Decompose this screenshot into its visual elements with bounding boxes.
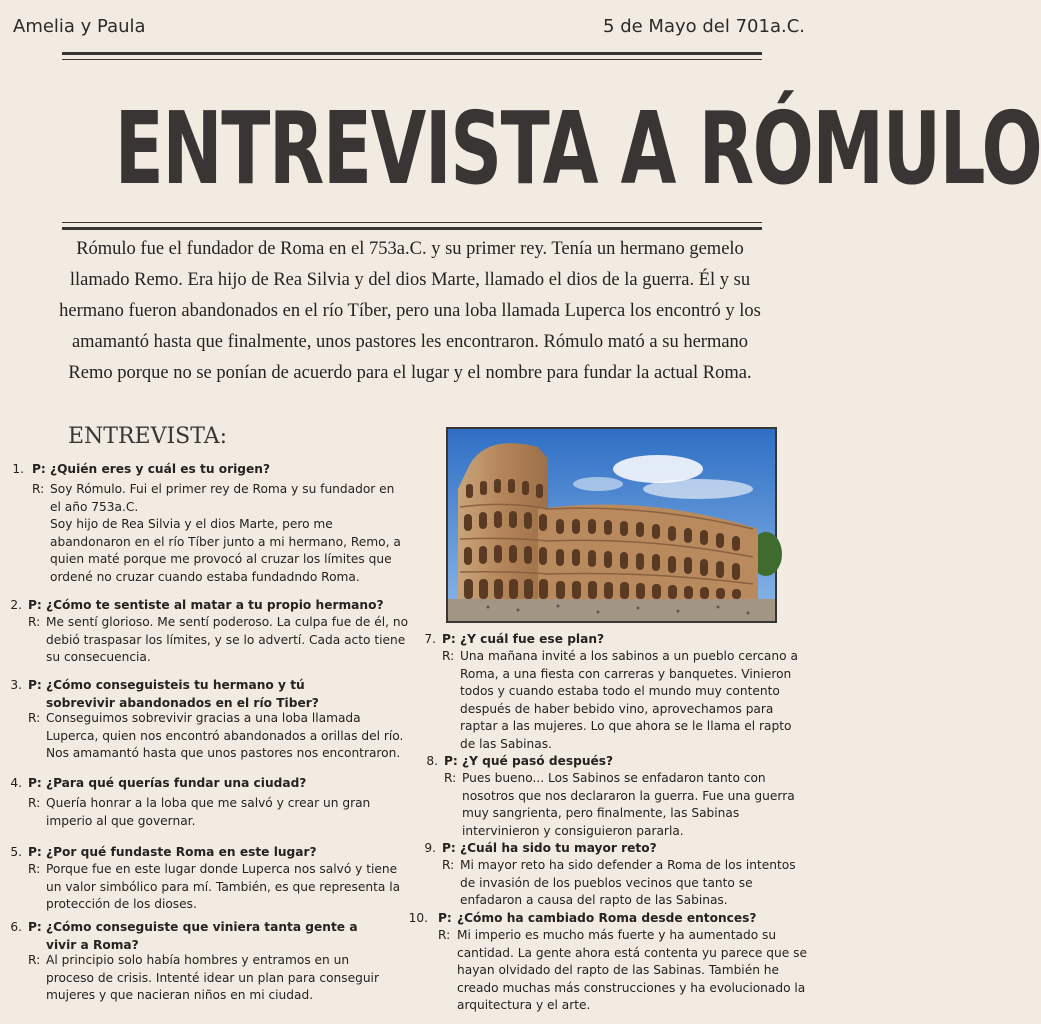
answer-text: Mi imperio es mucho más fuerte y ha aumentado su cantidad. La gente ahora está contenta yu parece que se hayan olvidado del rapto de las Sabinas. También he creado muchas más construcciones y ha evolucionado la arquitectura y el arte.: [457, 928, 807, 1012]
item-number: 2.: [10, 598, 22, 612]
question-label: P:: [28, 598, 42, 612]
item-number: 8.: [426, 754, 438, 768]
item-number: 7.: [424, 632, 436, 646]
answer-text: Quería honrar a la loba que me salvó y crear un gran imperio al que governar.: [46, 796, 371, 828]
question-text: ¿Y cuál fue ese plan?: [460, 632, 605, 646]
answer-label: R:: [442, 649, 455, 663]
answer-text: Mi mayor reto ha sido defender a Roma de los intentos de invasión de los pueblos vecinos que tanto se enfadaron a causa del rapto de las Sabinas.: [460, 858, 796, 907]
author-names: Amelia y Paula: [13, 16, 146, 37]
answer-text: Soy Rómulo. Fui el primer rey de Roma y su fundador en el año 753a.C. Soy hijo de Rea Silvia y el dios Marte, pero me abandonaron en el río Tíber junto a mi hermano, Remo, a quien maté porque me provocó al cruzar los límites que ordené no cruzar cuando estaba fundadndo Roma.: [50, 482, 401, 584]
answer-label: R:: [438, 928, 451, 942]
question-label: P:: [442, 841, 456, 855]
answer-label: R:: [442, 858, 455, 872]
question-text: ¿Quién eres y cuál es tu origen?: [50, 462, 271, 476]
answer-text: Pues bueno... Los Sabinos se enfadaron tanto con nosotros que nos declararon la guerra. Fue una guerra muy sangrienta, pero finalmente, las Sabinas intervinieron y consiguieron pararla.: [462, 771, 795, 838]
question-text: ¿Para qué querías fundar una ciudad?: [46, 776, 307, 790]
answer-text: Una mañana invité a los sabinos a un pueblo cercano a Roma, a una fiesta con carreras y banquetes. Vinieron todos y cuando estaba todo el mundo muy contento después de haber bebido vino, aprovechamos para raptar a las mujeres. Lo que ahora se le llama el rapto de las Sabinas.: [460, 649, 798, 751]
answer-text: Conseguimos sobrevivir gracias a una loba llamada Luperca, quien nos encontró abandonados a orillas del río. Nos amamantó hasta que unos pastores nos encontraron.: [46, 711, 404, 760]
answer-text: Me sentí glorioso. Me sentí poderoso. La culpa fue de él, no debió traspasar los límites, y se lo advertí. Cada acto tiene su consecuencia.: [46, 615, 409, 664]
intro-paragraph: Rómulo fue el fundador de Roma en el 753a.C. y su primer rey. Tenía un hermano gemelo llamado Remo. Era hijo de Rea Silvia y del dios Marte, llamado el dios de la guerra. Él y su hermano fueron abandonados en el río Tíber, pero una loba llamada Luperca los encontró y los amamantó hasta que finalmente, unos pastores les encontraron. Rómulo mató a su hermano Remo porque no se ponían de acuerdo para el lugar y el nombre para fundar la actual Roma.: [59, 239, 761, 383]
answer-label: R:: [28, 796, 41, 810]
question-label: P:: [28, 920, 42, 934]
item-number: 5.: [10, 845, 22, 859]
question-text: ¿Cómo conseguiste que viniera tanta gente a vivir a Roma?: [46, 920, 358, 952]
item-number: 3.: [10, 678, 22, 692]
question-label: P:: [32, 462, 46, 476]
item-number: 10.: [408, 911, 428, 925]
item-number: 1.: [12, 462, 24, 476]
item-number: 9.: [424, 841, 436, 855]
answer-text: Al principio solo había hombres y entramos en un proceso de crisis. Intenté idear un plan para conseguir mujeres y que nacieran niños en mi ciudad.: [46, 953, 379, 1002]
item-number: 4.: [10, 776, 22, 790]
question-label: P:: [444, 754, 458, 768]
answer-label: R:: [32, 482, 45, 496]
answer-label: R:: [28, 711, 41, 725]
item-number: 6.: [10, 920, 22, 934]
question-text: ¿Cómo ha cambiado Roma desde entonces?: [457, 911, 757, 925]
answer-label: R:: [28, 615, 41, 629]
question-label: P:: [442, 632, 456, 646]
interview-heading: ENTREVISTA:: [68, 424, 228, 449]
question-label: P:: [28, 845, 42, 859]
question-text: ¿Por qué fundaste Roma en este lugar?: [46, 845, 317, 859]
headline: ENTREVISTA A RÓMULO: [114, 90, 1041, 207]
answer-label: R:: [28, 953, 41, 967]
answer-text: Porque fue en este lugar donde Luperca nos salvó y tiene un valor simbólico para mí. También, es que representa la protección de los dioses.: [46, 862, 401, 911]
question-label: P:: [28, 678, 42, 692]
question-label: P:: [438, 911, 452, 925]
question-text: ¿Cómo te sentiste al matar a tu propio hermano?: [46, 598, 384, 612]
issue-date: 5 de Mayo del 701a.C.: [603, 16, 805, 37]
question-text: ¿Cómo conseguisteis tu hermano y tú sobrevivir abandonados en el río Tiber?: [46, 678, 319, 710]
answer-label: R:: [444, 771, 457, 785]
question-text: ¿Cuál ha sido tu mayor reto?: [460, 841, 657, 855]
question-text: ¿Y qué pasó después?: [462, 754, 614, 768]
question-label: P:: [28, 776, 42, 790]
answer-label: R:: [28, 862, 41, 876]
